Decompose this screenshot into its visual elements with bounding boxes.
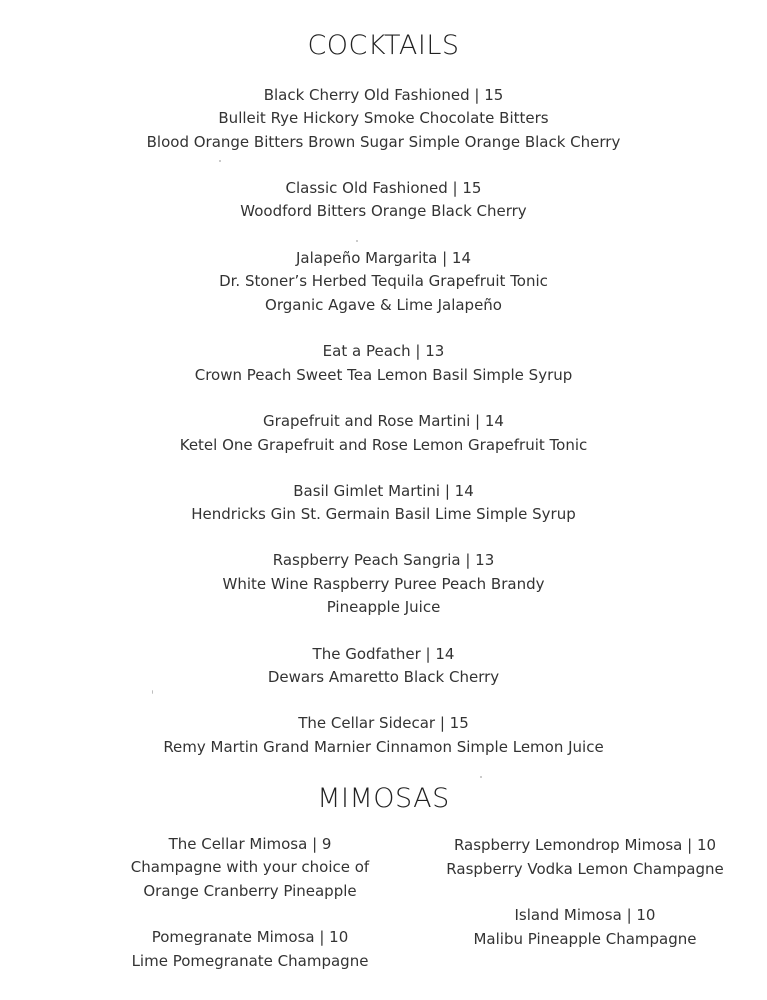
- cocktail-ingredients: Bulleit Rye Hickory Smoke Chocolate Bitters: [218, 109, 549, 127]
- mimosas-heading: MIMOSAS: [317, 783, 450, 814]
- mimosa-ingredients: Malibu Pineapple Champagne: [473, 930, 697, 948]
- cocktail-ingredients: Woodford Bitters Orange Black Cherry: [240, 202, 527, 220]
- cocktail-ingredients: Hendricks Gin St. Germain Basil Lime Simple Syrup: [191, 505, 576, 523]
- paper-speck: [152, 690, 153, 694]
- cocktail-ingredients: Ketel One Grapefruit and Rose Lemon Grapefruit Tonic: [179, 436, 588, 454]
- cocktail-ingredients: Blood Orange Bitters Brown Sugar Simple Orange Black Cherry: [146, 133, 621, 151]
- mimosa-ingredients: Orange Cranberry Pineapple: [143, 882, 357, 900]
- cocktail-ingredients: Crown Peach Sweet Tea Lemon Basil Simple Syrup: [194, 366, 573, 384]
- cocktail-name: Classic Old Fashioned | 15: [285, 179, 482, 197]
- paper-speck: [219, 160, 221, 162]
- cocktail-ingredients: Dewars Amaretto Black Cherry: [267, 668, 500, 686]
- cocktail-name: Jalapeño Margarita | 14: [295, 249, 471, 267]
- cocktail-ingredients: Organic Agave & Lime Jalapeño: [265, 296, 502, 314]
- paper-speck: [480, 776, 482, 778]
- cocktail-name: Raspberry Peach Sangria | 13: [272, 551, 495, 569]
- cocktail-name: Basil Gimlet Martini | 14: [293, 482, 474, 500]
- mimosa-name: Pomegranate Mimosa | 10: [151, 928, 349, 946]
- cocktail-ingredients: White Wine Raspberry Puree Peach Brandy: [222, 575, 545, 593]
- paper-speck: [356, 240, 358, 242]
- cocktail-ingredients: Pineapple Juice: [326, 598, 441, 616]
- mimosa-name: Island Mimosa | 10: [514, 906, 656, 924]
- cocktails-heading: COCKTAILS: [307, 30, 460, 61]
- cocktail-name: The Godfather | 14: [312, 645, 455, 663]
- cocktail-ingredients: Remy Martin Grand Marnier Cinnamon Simple Lemon Juice: [163, 738, 604, 756]
- cocktail-name: The Cellar Sidecar | 15: [298, 714, 469, 732]
- mimosa-ingredients: Champagne with your choice of: [130, 858, 370, 876]
- cocktail-name: Black Cherry Old Fashioned | 15: [263, 86, 504, 104]
- mimosa-name: The Cellar Mimosa | 9: [168, 835, 332, 853]
- cocktail-name: Grapefruit and Rose Martini | 14: [263, 412, 504, 430]
- cocktail-name: Eat a Peach | 13: [322, 342, 445, 360]
- mimosa-name: Raspberry Lemondrop Mimosa | 10: [453, 836, 717, 854]
- cocktail-ingredients: Dr. Stoner’s Herbed Tequila Grapefruit Tonic: [219, 272, 548, 290]
- mimosa-ingredients: Raspberry Vodka Lemon Champagne: [446, 860, 724, 878]
- mimosa-ingredients: Lime Pomegranate Champagne: [131, 952, 369, 970]
